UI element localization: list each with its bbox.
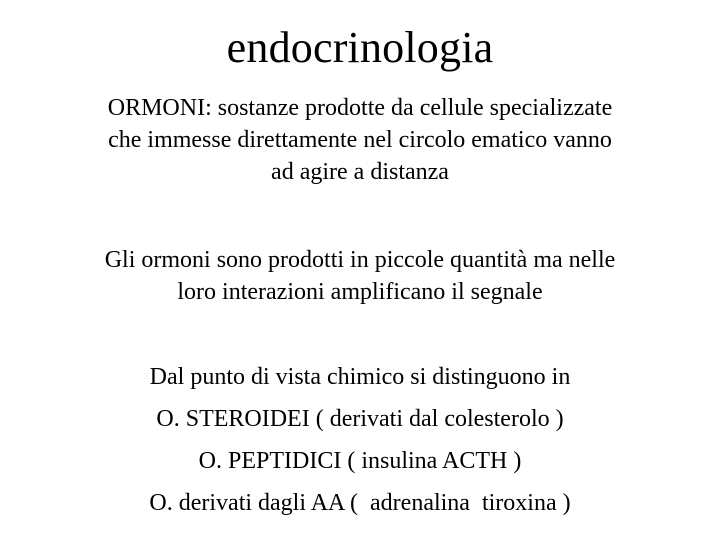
text-line: ad agire a distanza (271, 159, 449, 185)
text-line: O. derivati dagli AA ( adrenalina tiroxina ) (149, 490, 571, 516)
text-line: Dal punto di vista chimico si distinguono in (149, 364, 571, 390)
text-line: che immesse direttamente nel circolo ematico vanno (108, 127, 612, 153)
slide-title: endocrinologia (226, 23, 494, 72)
text-line: O. PEPTIDICI ( insulina ACTH ) (198, 448, 522, 474)
paragraph-chemical-classification (40, 356, 680, 524)
paragraph-hormones-definition (40, 92, 680, 188)
text-line: loro interazioni amplificano il segnale (177, 279, 543, 305)
text-line: Gli ormoni sono prodotti in piccole quantità ma nelle (104, 247, 616, 273)
text-line: O. STEROIDEI ( derivati dal colesterolo ) (156, 406, 564, 432)
text-line: ORMONI: sostanze prodotte da cellule specializzate (107, 95, 613, 121)
paragraph-hormones-quantity (40, 244, 680, 308)
